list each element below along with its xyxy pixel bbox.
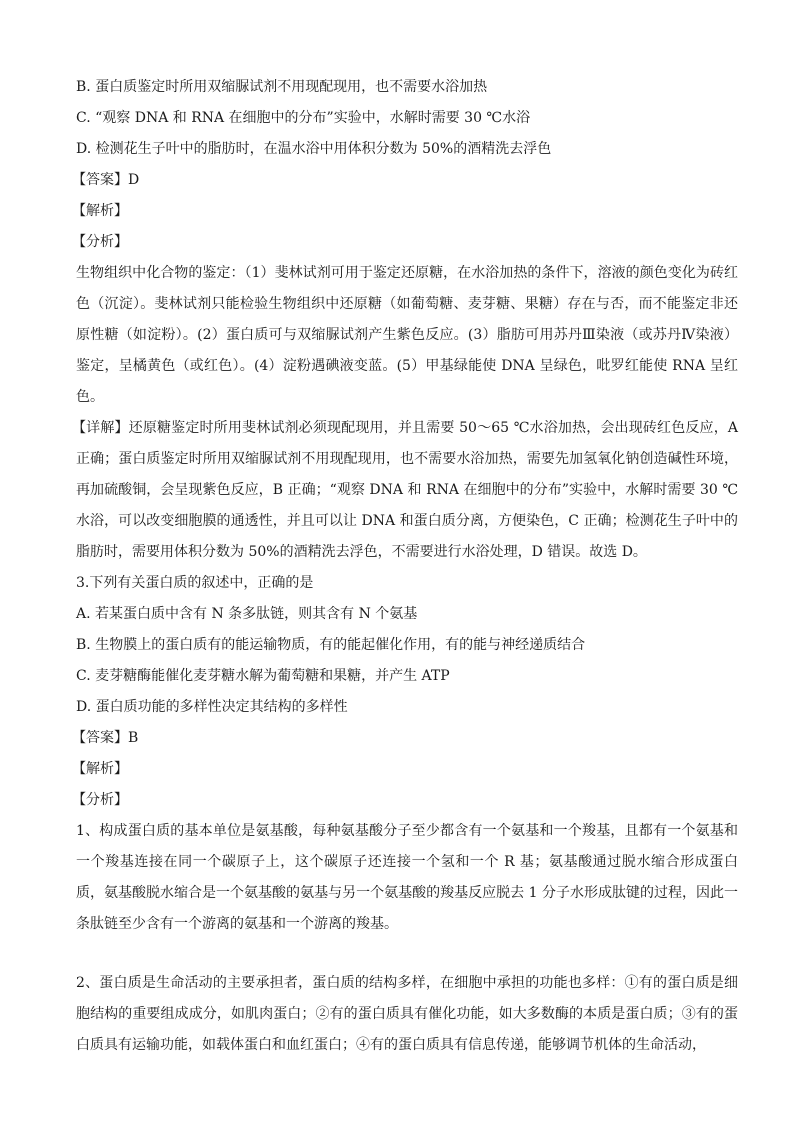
analysis-label: 【分析】 <box>72 234 128 250</box>
question-stem: 3.下列有关蛋白质的叙述中，正确的是 <box>76 575 314 591</box>
paragraph-gap <box>76 940 738 968</box>
answer-label: 【答案】B <box>72 730 139 746</box>
option-d: D. 蛋白质功能的多样性决定其结构的多样性 <box>76 699 348 715</box>
option-a: A. 若某蛋白质中含有 N 条多肽链，则其含有 N 个氨基 <box>76 606 418 622</box>
analysis-point-1: 1、构成蛋白质的基本单位是氨基酸，每种氨基酸分子至少都含有一个氨基和一个羧基，且都有一个氨基和一个羧基连接在同一个碳原子上，这个碳原子还连接一个氢和一个 R 基；氨基酸通过脱水缩合形成蛋白质，氨基酸脱水缩合是一个氨基酸的氨基与另一个氨基酸的羧基反应脱去 1 分子水形成肽键的过程，因此一条肽链至少含有一个游离的氨基和一个游离的羧基。 <box>76 823 738 932</box>
option-d: D. 检测花生子叶中的脂肪时，在温水浴中用体积分数为 50%的酒精洗去浮色 <box>76 141 552 157</box>
explanation-label: 【解析】 <box>72 203 128 219</box>
analysis-label: 【分析】 <box>72 792 128 808</box>
explanation-label: 【解析】 <box>72 761 128 777</box>
option-b: B. 蛋白质鉴定时所用双缩脲试剂不用现配现用，也不需要水浴加热 <box>76 79 488 95</box>
analysis-point-2: 2、蛋白质是生命活动的主要承担者，蛋白质的结构多样，在细胞中承担的功能也多样：①有的蛋白质是细胞结构的重要组成成分，如肌肉蛋白；②有的蛋白质具有催化功能，如大多数酶的本质是蛋白质；③有的蛋白质具有运输功能，如载体蛋白和血红蛋白；④有的蛋白质具有信息传递，能够调节机体的生命活动， <box>76 975 738 1053</box>
answer-label: 【答案】D <box>72 172 140 188</box>
analysis-paragraph: 生物组织中化合物的鉴定：（1）斐林试剂可用于鉴定还原糖，在水浴加热的条件下，溶液的颜色变化为砖红色（沉淀）。斐林试剂只能检验生物组织中还原糖（如葡萄糖、麦芽糖、果糖）存在与否，而不能鉴定非还原性糖（如淀粉）。(2）蛋白质可与双缩脲试剂产生紫色反应。(3）脂肪可用苏丹Ⅲ染液（或苏丹Ⅳ染液）鉴定，呈橘黄色（或红色）。(4）淀粉遇碘液变蓝。(5）甲基绿能使 DNA 呈绿色，吡罗红能使 RNA 呈红色。 <box>76 265 738 405</box>
option-b: B. 生物膜上的蛋白质有的能运输物质，有的能起催化作用，有的能与神经递质结合 <box>76 637 586 653</box>
option-c: C. 麦芽糖酶能催化麦芽糖水解为葡萄糖和果糖，并产生 ATP <box>76 668 450 684</box>
detail-paragraph: 【详解】还原糖鉴定时所用斐林试剂必须现配现用，并且需要 50～65 ℃水浴加热，会出现砖红色反应，A 正确；蛋白质鉴定时所用双缩脲试剂不用现配现用，也不需要水浴加热，需要先加氢氧化钠创造碱性环境，再加硫酸铜，会呈现紫色反应，B 正确；“观察 DNA 和 RNA 在细胞中的分布”实验中，水解时需要 30 ℃水浴，可以改变细胞膜的通透性，并且可以让 DNA 和蛋白质分离，方便染色，C 正确；检测花生子叶中的脂肪时，需要用体积分数为 50%的酒精洗去浮色，不需要进行水浴处理，D 错误。故选 D。 <box>72 420 738 560</box>
option-c: C. “观察 DNA 和 RNA 在细胞中的分布”实验中，水解时需要 30 ℃水浴 <box>76 110 531 126</box>
